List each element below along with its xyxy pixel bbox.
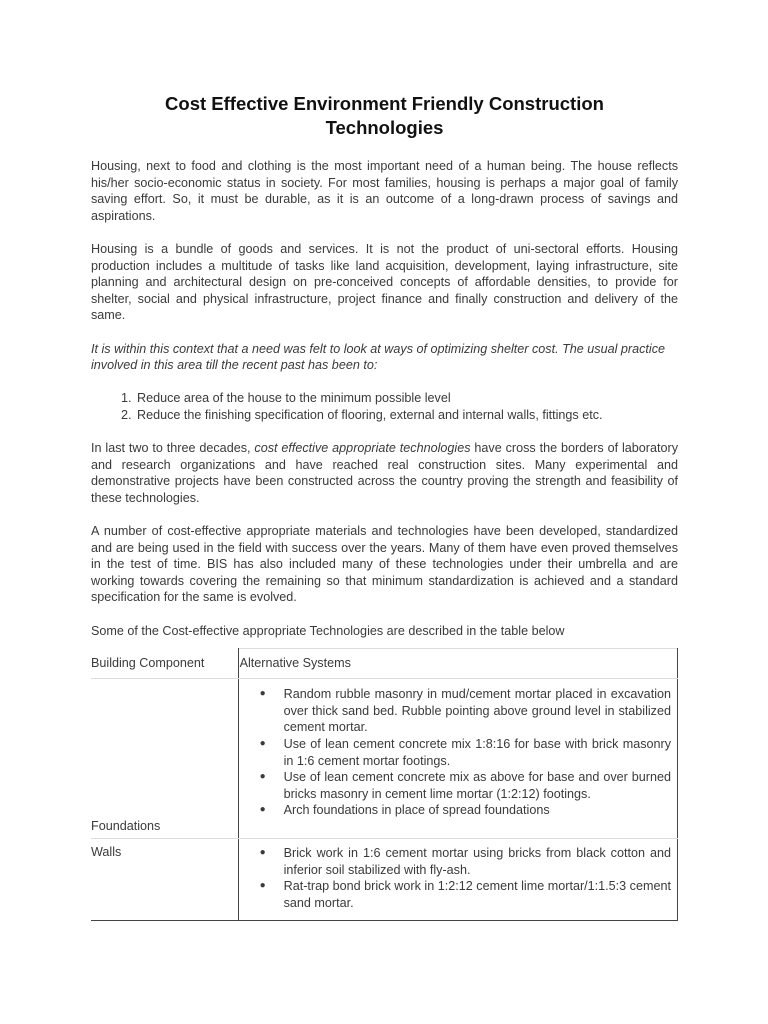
alternatives-list — [239, 845, 671, 911]
bullet-icon: ● — [259, 688, 266, 700]
cell-alternatives-foundations — [238, 679, 677, 839]
header-alternative-systems: Alternative Systems — [238, 649, 677, 679]
paragraph-housing-need: Housing, next to food and clothing is the most important need of a human being. The house reflects his/her socio-economic status in society. For most families, housing is perhaps a major goal of family saving effort. So, it must be durable, as it is an outcome of a long-drawn process of savings and aspirations. — [91, 159, 678, 223]
title-line-2: Technologies — [325, 117, 444, 138]
list-item — [259, 878, 671, 911]
table-header-row — [91, 649, 678, 679]
paragraph-materials: A number of cost-effective appropriate materials and technologies have been developed, standardized and are being used in the field with success over the years. Many of them have even proved themselves in the test of time. BIS has also included many of these technologies under their umbrella and are working towards covering the remaining so that minimum standardization is achieved and a standard specification for the same is evolved. — [91, 524, 678, 605]
list-item: 2. Reduce the finishing specification of flooring, external and internal walls, fittings etc. — [135, 407, 678, 424]
paragraph-table-intro: Some of the Cost-effective appropriate Technologies are described in the table below — [91, 623, 565, 638]
document-page — [91, 92, 678, 921]
list-item — [259, 686, 671, 736]
list-item: 1. Reduce area of the house to the minimum possible level — [135, 390, 678, 407]
paragraph-decades-emphasis: cost effective appropriate technologies — [254, 441, 471, 456]
table-row — [91, 839, 678, 921]
list-item-text: Rat-trap bond brick work in 1:2:12 cement lime mortar/1:1.5:3 cement sand mortar. — [283, 879, 671, 910]
paragraph-decades-before: In last two to three decades, — [91, 441, 255, 456]
cell-component-walls: Walls — [91, 839, 238, 921]
paragraph-context — [91, 341, 678, 374]
table-row — [91, 679, 678, 839]
bullet-icon: ● — [259, 847, 266, 859]
practice-list — [91, 390, 678, 423]
list-item-text: Brick work in 1:6 cement mortar using bricks from black cotton and inferior soil stabilized with fly-ash. — [283, 846, 671, 877]
header-building-component: Building Component — [91, 649, 238, 679]
document-title — [91, 92, 678, 140]
paragraph-decades — [91, 440, 678, 506]
title-line-1: Cost Effective Environment Friendly Construction — [165, 93, 604, 114]
alternatives-list — [239, 686, 671, 819]
paragraph-decades-after: have cross the borders of laboratory and research organizations and have reached real construction sites. Many experimental and demonstrative projects have been constructed across the country proving the strength and feasibility of these technologies. — [91, 441, 678, 505]
cell-alternatives-walls — [238, 839, 677, 921]
bullet-icon: ● — [259, 738, 266, 749]
bullet-icon: ● — [259, 804, 266, 816]
list-item — [259, 769, 671, 802]
list-item-text: Use of lean cement concrete mix 1:8:16 for base with brick masonry in 1:6 cement mortar footings. — [283, 737, 671, 768]
list-item — [259, 736, 671, 769]
paragraph-housing-bundle: Housing is a bundle of goods and services. It is not the product of uni-sectoral efforts. Housing production includes a multitude of tasks like land acquisition, development, laying infrastructure, site planning and architectural design on pre-conceived concepts of affordable densities, to provide for shelter, social and physical infrastructure, project finance and finally construction and delivery of the same. — [91, 241, 678, 323]
list-item-text: Random rubble masonry in mud/cement mortar placed in excavation over thick sand bed. Rubble pointing above ground level in stabilized cement mortar. — [283, 687, 671, 735]
list-item — [259, 845, 671, 878]
technologies-table — [91, 648, 678, 921]
cell-component-foundations: Foundations — [91, 679, 238, 839]
list-item-text: Arch foundations in place of spread foundations — [283, 803, 550, 818]
bullet-icon: ● — [259, 771, 266, 783]
list-item — [259, 802, 671, 819]
bullet-icon: ● — [259, 880, 266, 892]
paragraph-context-text: It is within this context that a need was felt to look at ways of optimizing shelter cost. The usual practice involved in this area till the recent past has been to: — [91, 341, 665, 373]
list-item-text: Use of lean cement concrete mix as above for base and over burned bricks masonry in cement lime mortar (1:2:12) footings. — [283, 770, 671, 801]
